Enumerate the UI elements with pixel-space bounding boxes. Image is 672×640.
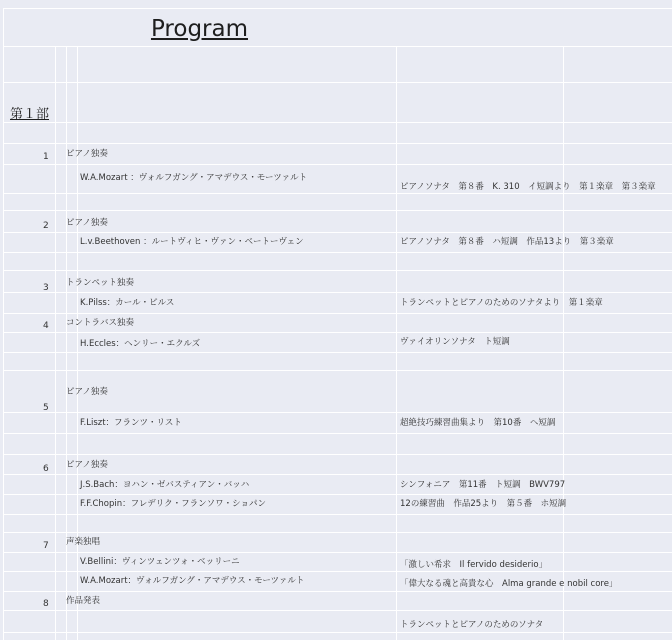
grid-line — [77, 46, 78, 640]
piece-title: 12の練習曲 作品25より 第５番 ホ短調 — [400, 499, 567, 509]
grid-line — [3, 494, 672, 495]
grid-line — [3, 82, 672, 83]
performer: V.Bellini：ヴィンツェンツォ・ベッリーニ — [80, 557, 240, 567]
grid-line — [3, 210, 672, 211]
performer: F.F.Chopin：フレデリク・フランソワ・ショパン — [80, 499, 266, 509]
grid-line — [3, 532, 672, 533]
performer: F.Liszt：フランツ・リスト — [80, 418, 182, 428]
performer: W.A.Mozart：ヴォルフガング・アマデウス・モーツァルト — [80, 576, 305, 586]
grid-line — [3, 433, 672, 434]
grid-line — [3, 552, 672, 553]
grid-line — [3, 454, 672, 455]
grid-line — [3, 610, 672, 611]
piece-title: トランペットとピアノのためのソナタ — [400, 620, 544, 630]
page-title: Program — [150, 16, 249, 42]
item-number: 2 — [43, 221, 49, 231]
item-number: 3 — [43, 283, 49, 293]
item-number: 6 — [43, 464, 49, 474]
grid-line — [3, 164, 672, 165]
piece-title: ピアノソナタ 第８番 K. 310 イ短調より 第１楽章 第３楽章 — [400, 182, 656, 192]
item-category: ピアノ独奏 — [66, 149, 108, 159]
piece-title: 「激しい希求 Il fervido desiderio」 — [400, 560, 548, 570]
piece-title: シンフォニア 第11番 ト短調 BWV797 — [400, 480, 566, 490]
grid-line — [3, 332, 672, 333]
performer: J.S.Bach：ヨハン・ゼバスティアン・バッハ — [80, 480, 250, 490]
item-number: 4 — [43, 321, 49, 331]
performer: H.Eccles：ヘンリー・エクルズ — [80, 339, 201, 349]
grid-line — [3, 352, 672, 353]
grid-line — [3, 591, 672, 592]
grid-line — [55, 46, 56, 640]
grid-line — [3, 122, 672, 123]
grid-line — [3, 252, 672, 253]
performer: K.Pilss：カール・ピルス — [80, 298, 175, 308]
grid-line — [3, 313, 672, 314]
piece-title: ヴァイオリンソナタ ト短調 — [400, 337, 510, 347]
grid-line — [3, 514, 672, 515]
grid-line — [3, 143, 672, 144]
grid-line — [563, 46, 564, 640]
item-number: 1 — [43, 152, 49, 162]
piece-title: 「偉大なる魂と高貴な心 Alma grande e nobil core」 — [400, 579, 618, 589]
grid-line — [3, 46, 672, 47]
piece-title: 超絶技巧練習曲集より 第10番 ヘ短調 — [400, 418, 556, 428]
grid-line — [3, 571, 672, 572]
item-category: トランペット独奏 — [66, 278, 135, 288]
grid-line — [3, 370, 672, 371]
item-category: 作品発表 — [66, 596, 101, 606]
grid-line — [3, 270, 672, 271]
item-category: コントラバス独奏 — [66, 318, 135, 328]
grid-line — [66, 46, 67, 640]
part-heading: 第１部 — [10, 107, 50, 122]
grid-line — [396, 46, 397, 640]
item-number: 5 — [43, 403, 49, 413]
piece-title: ピアノソナタ 第８番 ハ短調 作品13より 第３楽章 — [400, 237, 614, 247]
grid-line — [3, 632, 672, 633]
grid-line — [3, 8, 4, 640]
grid-line — [3, 232, 672, 233]
grid-line — [3, 474, 672, 475]
item-category: ピアノ独奏 — [66, 460, 108, 470]
piece-title: トランペットとピアノのためのソナタより 第１楽章 — [400, 298, 603, 308]
item-category: ピアノ独奏 — [66, 218, 108, 228]
grid-line — [3, 412, 672, 413]
grid-line — [3, 193, 672, 194]
item-category: ピアノ独奏 — [66, 387, 108, 397]
item-category: 声楽独唱 — [66, 537, 101, 547]
performer: L.v.Beethoven ：ルートヴィヒ・ヴァン・ベートーヴェン — [80, 237, 304, 247]
performer: W.A.Mozart ：ヴォルフガング・アマデウス・モーツァルト — [80, 173, 308, 183]
item-number: 7 — [43, 541, 49, 551]
item-number: 8 — [43, 599, 49, 609]
grid-line — [3, 292, 672, 293]
grid-line — [3, 8, 672, 9]
